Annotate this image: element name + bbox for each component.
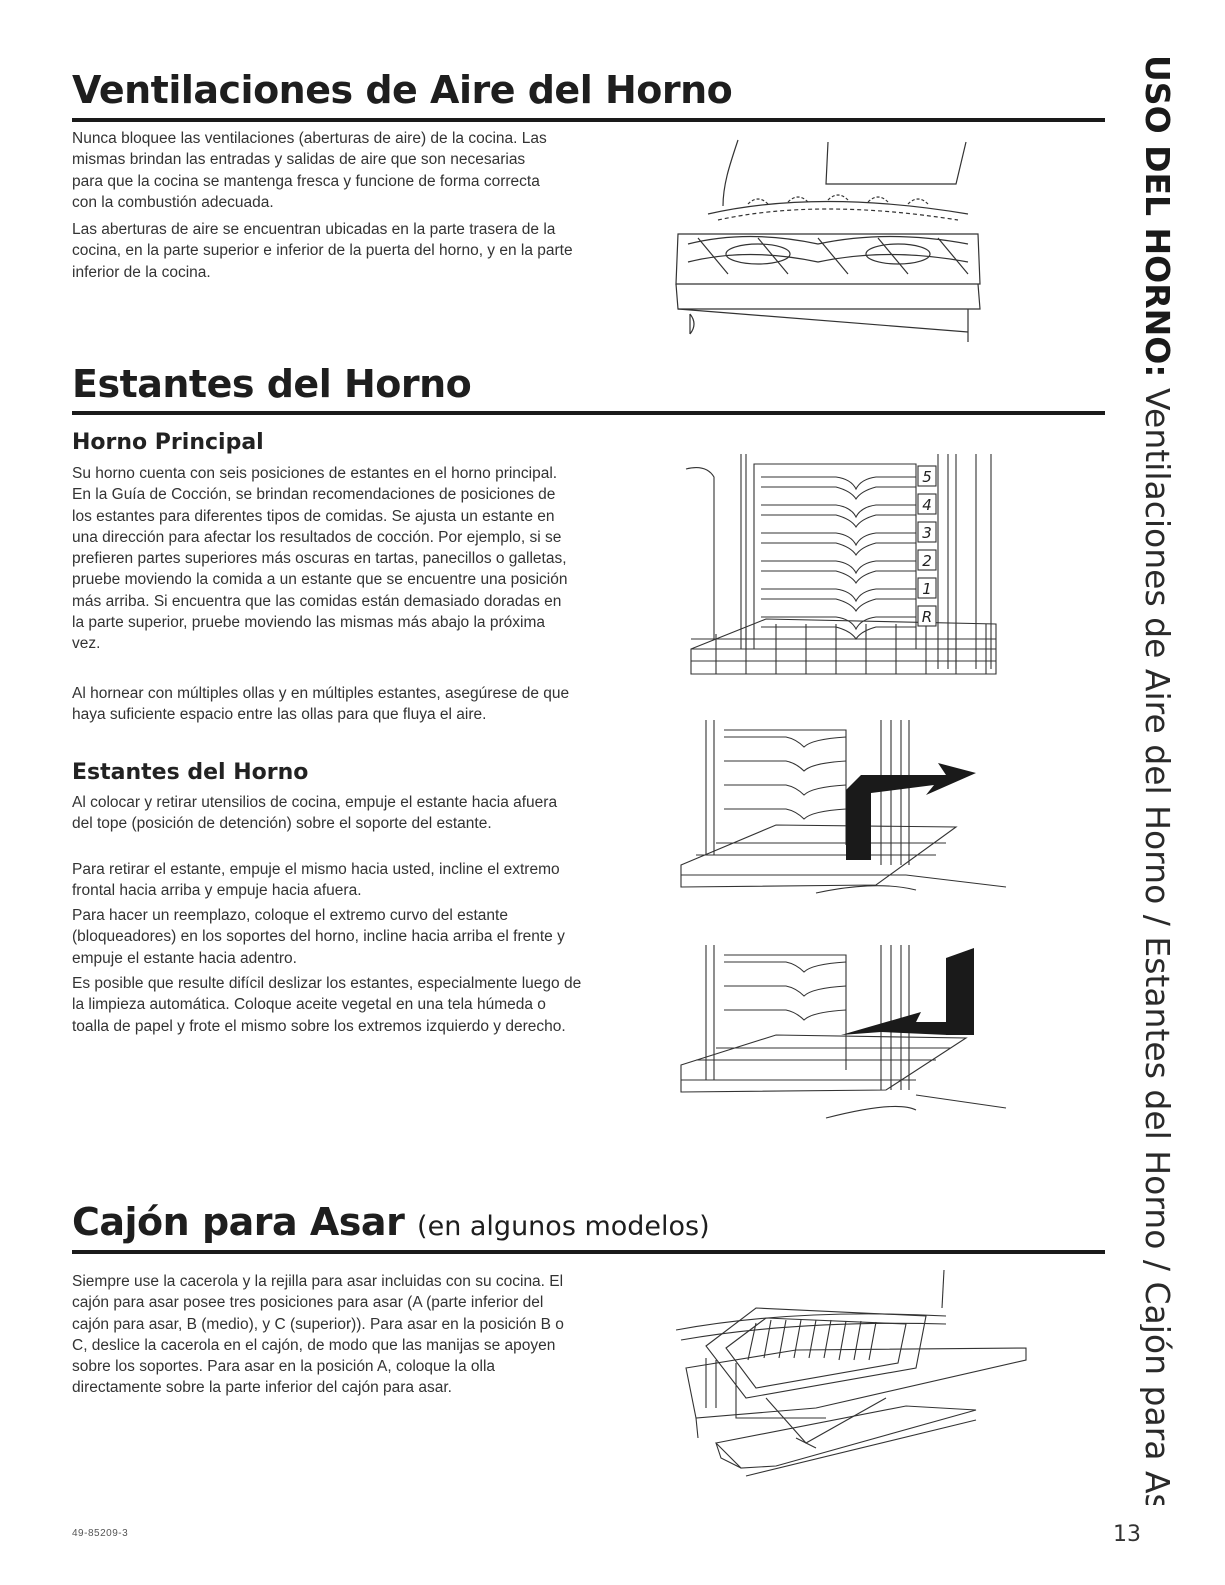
- broiler-rule: [72, 1250, 1105, 1254]
- side-tab-light: Ventilaciones de Aire del Horno / Estantes del Horno / Cajón para Asar: [1140, 377, 1177, 1505]
- document-number: 49-85209-3: [72, 1528, 129, 1539]
- vents-rule: [72, 118, 1105, 122]
- rack-push-in-illustration: [676, 940, 1011, 1122]
- side-tab-bold: USO DEL HORNO:: [1140, 55, 1177, 378]
- page-number: 13: [1113, 1522, 1141, 1547]
- rack-position-label: R: [921, 608, 933, 626]
- racks-paragraph-4: Es posible que resulte difícil deslizar los estantes, especialmente luego de la limpieza automática. Coloque aceite vegetal en una tela húmeda o toalla de papel y frote el mismo sobre los extremos izquierdo y derecho.: [72, 975, 582, 1035]
- racks-title: Estantes del Horno: [72, 362, 472, 406]
- cooktop-vents-illustration: [668, 134, 988, 344]
- side-tab: [1140, 55, 1180, 1505]
- main-oven-paragraph-1: Su horno cuenta con seis posiciones de estantes en el horno principal. En la Guía de Cocción, se brindan recomendaciones de posiciones de los estantes para diferentes tipos de comidas. Se ajusta un estante en una dirección para afectar los resultados de cocción. Por ejemplo, si se prefieren partes superiores más oscuras en tartas, panecillos o galletas, pruebe moviendo la comida a un estante que se encuentre una posición más arriba. Si encuentra que las comidas están demasiado doradas en la parte superior, pruebe moviendo las mismas más abajo la próxima vez.: [72, 465, 568, 653]
- svg-text:USO DEL HORNO: Ventilaciones d: [1140, 55, 1177, 1505]
- broiler-title-suffix: (en algunos modelos): [417, 1211, 710, 1242]
- racks-paragraph-2: Para retirar el estante, empuje el mismo hacia usted, incline el extremo frontal hacia arriba y empuje hacia afuera.: [72, 861, 560, 900]
- broiler-title: [72, 1200, 710, 1244]
- vents-paragraph-2: Las aberturas de aire se encuentran ubicadas en la parte trasera de la cocina, en la parte superior e inferior de la puerta del horno, y en la parte inferior de la cocina.: [72, 221, 573, 281]
- rack-position-label: 4: [922, 496, 932, 514]
- rack-pull-out-illustration: [676, 715, 1011, 897]
- racks-paragraph-3: Para hacer un reemplazo, coloque el extremo curvo del estante (bloqueadores) en los soportes del horno, incline hacia arriba el frente y empuje el estante hacia adentro.: [72, 907, 565, 967]
- vents-title: Ventilaciones de Aire del Horno: [72, 68, 733, 112]
- rack-positions-illustration: [676, 449, 1006, 689]
- broiler-title-main: Cajón para Asar: [72, 1200, 405, 1244]
- rack-position-label: 1: [922, 580, 932, 598]
- racks-paragraph-1: Al colocar y retirar utensilios de cocina, empuje el estante hacia afuera del tope (posición de detención) sobre el soporte del estante.: [72, 794, 558, 833]
- rack-position-label: 5: [922, 468, 932, 486]
- rack-position-label: 3: [922, 524, 932, 542]
- broiler-drawer-illustration: [676, 1268, 1036, 1480]
- main-oven-subtitle: Horno Principal: [72, 430, 264, 455]
- racks-subtitle: Estantes del Horno: [72, 760, 309, 785]
- racks-rule: [72, 411, 1105, 415]
- rack-position-label: 2: [922, 552, 932, 570]
- vents-paragraph-1: Nunca bloquee las ventilaciones (aberturas de aire) de la cocina. Las mismas brindan las entradas y salidas de aire que son necesarias para que la cocina se mantenga fresca y funcione de forma correcta con la combustión adecuada.: [72, 130, 547, 211]
- broiler-paragraph: Siempre use la cacerola y la rejilla para asar incluidas con su cocina. El cajón para asar posee tres posiciones para asar (A (parte inferior del cajón para asar, B (medio), y C (superior)). Para asar en la posición B o C, deslice la cacerola en el cajón, de modo que las manijas se apoyen sobre los soportes. Para asar en la posición A, coloque la olla directamente sobre la parte inferior del cajón para asar.: [72, 1273, 564, 1397]
- main-oven-paragraph-2: Al hornear con múltiples ollas y en múltiples estantes, asegúrese de que haya suficiente espacio entre las ollas para que fluya el aire.: [72, 685, 570, 724]
